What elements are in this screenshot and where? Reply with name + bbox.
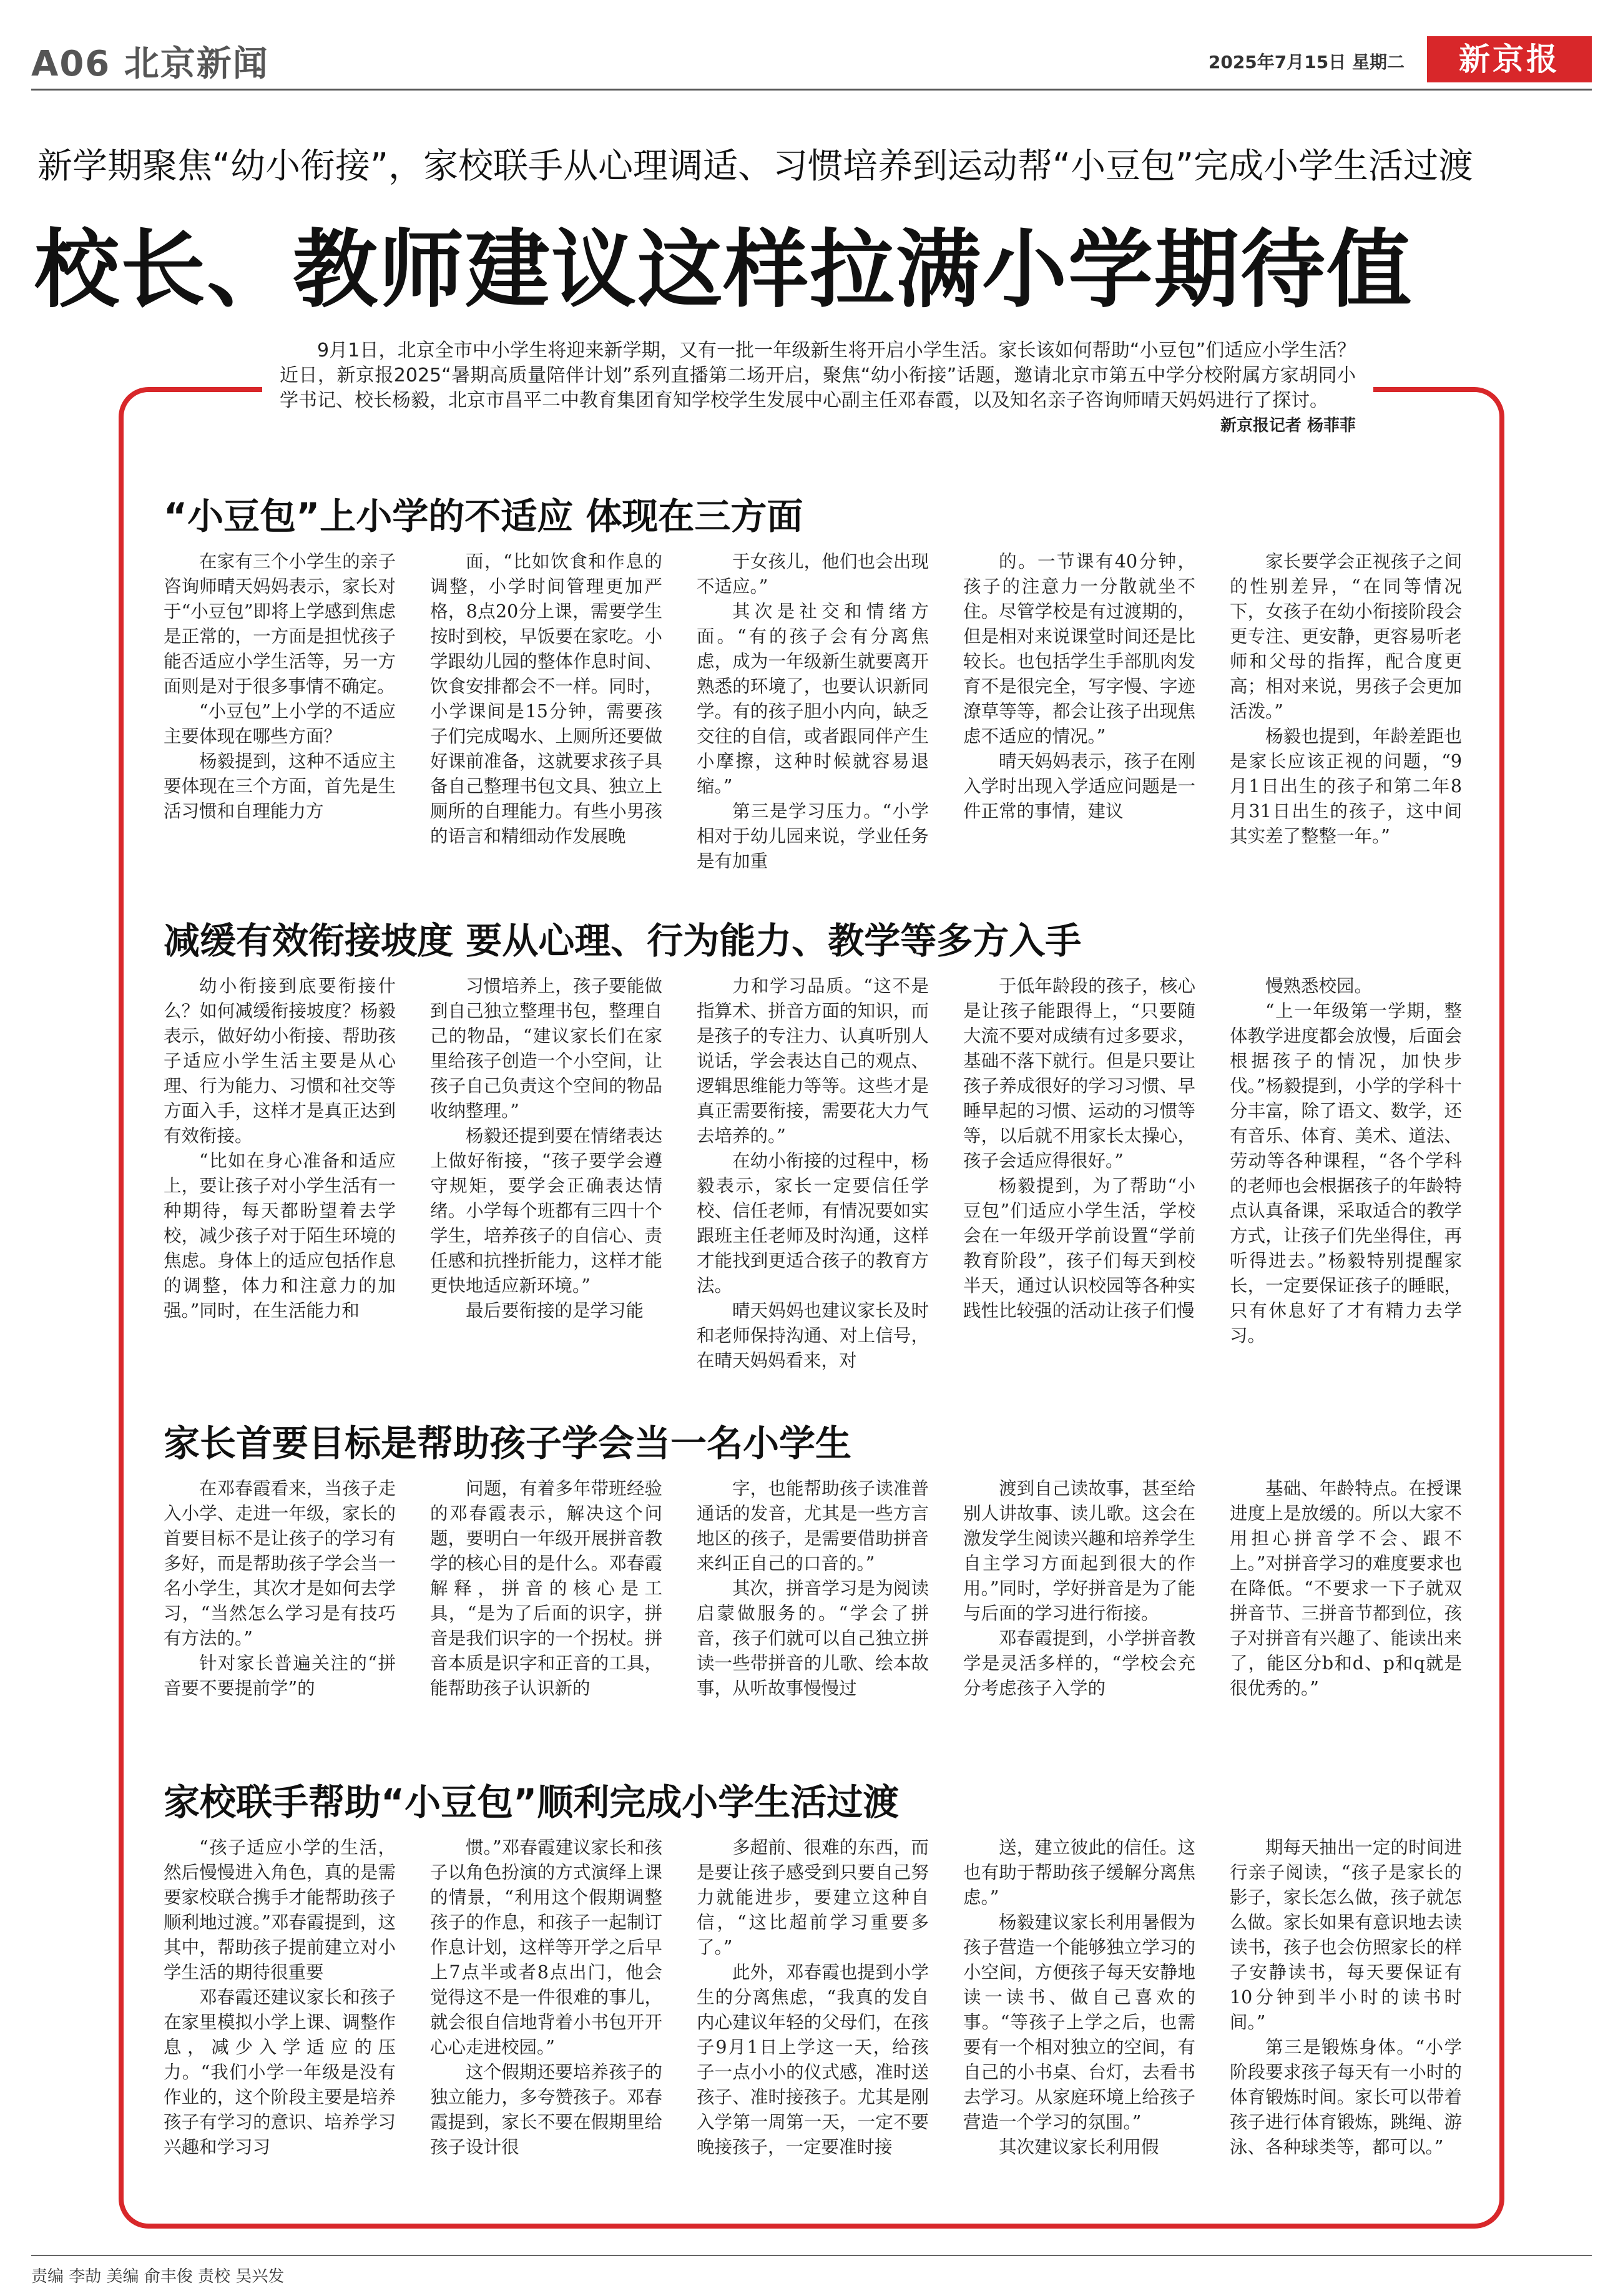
text-column bbox=[164, 1476, 396, 1701]
footer-divider bbox=[31, 2255, 1592, 2256]
header-divider bbox=[31, 89, 1592, 91]
byline: 新京报记者 杨菲菲 bbox=[1220, 416, 1356, 435]
lead-paragraph bbox=[262, 338, 1373, 451]
paragraph: 字，也能帮助孩子读准普通话的发音，尤其是一些方言地区的孩子，是需要借助拼音来纠正自己的口音的。” bbox=[697, 1478, 929, 1574]
paragraph: 问题，有着多年带班经验的邓春霞表示，解决这个问题，要明白一年级开展拼音教学的核心目的是什么。邓春霞解释，拼音的核心是工具，“是为了后面的识字，拼音是我们识字的一个拐杖。拼音本质是识字和正音的工具，能帮助孩子认识新的 bbox=[430, 1478, 662, 1699]
paragraph: 于低年龄段的孩子，核心是让孩子能跟得上，“只要随大流不要对成绩有过多要求，基础不落下就行。但是只要让孩子养成很好的学习习惯、早睡早起的习惯、运动的习惯等等，以后就不用家长太操心，孩子会适应得很好。” bbox=[963, 976, 1195, 1171]
text-column bbox=[1230, 1835, 1462, 2160]
paragraph: 其次建议家长利用假 bbox=[999, 2137, 1159, 2157]
paragraph: 习惯培养上，孩子要能做到自己独立整理书包，整理自己的物品，“建议家长们在家里给孩子创造一个小空间，让孩子自己负责这个空间的物品收纳整理。” bbox=[430, 976, 662, 1121]
text-column bbox=[697, 974, 929, 1373]
paragraph: 家长要学会正视孩子之间的性别差异，“在同等情况下，女孩子在幼小衔接阶段会更专注、更安静，更容易听老师和父母的指挥，配合度更高；相对来说，男孩子会更加活泼。” bbox=[1230, 551, 1462, 722]
paragraph: 针对家长普遍关注的“拼音要不要提前学”的 bbox=[164, 1653, 396, 1699]
text-column bbox=[697, 1835, 929, 2160]
section-body bbox=[164, 1835, 1462, 2160]
text-column bbox=[963, 974, 1195, 1373]
paragraph: 晴天妈妈也建议家长及时和老师保持沟通、对上信号，在晴天妈妈看来，对 bbox=[697, 1300, 929, 1371]
section-body bbox=[164, 974, 1462, 1373]
text-column bbox=[963, 549, 1195, 874]
paragraph: 力和学习品质。“这不是指算术、拼音方面的知识，而是孩子的专注力、认真听别人说话，学会表达自己的观点、逻辑思维能力等等。这些才是真正需要衔接，需要花大力气去培养的。” bbox=[697, 976, 929, 1146]
text-column bbox=[1230, 549, 1462, 874]
paragraph: 杨毅提到，为了帮助“小豆包”们适应小学生活，学校会在一年级开学前设置“学前教育阶段”，孩子们每天到校半天，通过认识校园等各种实践性比较强的活动让孩子们慢 bbox=[963, 1175, 1195, 1321]
text-column bbox=[430, 1476, 662, 1701]
paragraph: 幼小衔接到底要衔接什么？如何减缓衔接坡度？杨毅表示，做好幼小衔接、帮助孩子适应小学生活主要是从心理、行为能力、习惯和社交等方面入手，这样才是真正达到有效衔接。 bbox=[164, 976, 396, 1146]
text-column bbox=[430, 974, 662, 1373]
paragraph: 渡到自己读故事，甚至给别人讲故事、读儿歌。这会在激发学生阅读兴趣和培养学生自主学习方面起到很大的作用。”同时，学好拼音是为了能与后面的学习进行衔接。 bbox=[963, 1478, 1195, 1624]
paragraph: “上一年级第一学期，整体教学进度都会放慢，后面会根据孩子的情况，加快步伐。”杨毅提到，小学的学科十分丰富，除了语文、数学，还有音乐、体育、美术、道法、劳动等各种课程，“各个学科的老师也会根据孩子的年龄特点认真备课，采取适合的教学方式，让孩子们先坐得住，再听得进去。”杨毅特别提醒家长，一定要保证孩子的睡眠，只有休息好了才有精力去学习。 bbox=[1230, 1001, 1462, 1346]
text-column bbox=[164, 549, 396, 874]
editor-credits: 责编 李劼 美编 俞丰俊 责校 吴兴发 bbox=[31, 2267, 285, 2286]
paragraph: 这个假期还要培养孩子的独立能力，多夸赞孩子。邓春霞提到，家长不要在假期里给孩子设计很 bbox=[430, 2062, 662, 2157]
text-column bbox=[1230, 1476, 1462, 1701]
paragraph: 在家有三个小学生的亲子咨询师晴天妈妈表示，家长对于“小豆包”即将上学感到焦虑是正常的，一方面是担忧孩子能否适应小学生活等，另一方面则是对于很多事情不确定。 bbox=[164, 551, 396, 697]
paragraph: 杨毅还提到要在情绪表达上做好衔接，“孩子要学会遵守规矩，要学会正确表达情绪。小学每个班都有三四十个学生，培养孩子的自信心、责任感和抗挫折能力，这样才能更快地适应新环境。” bbox=[430, 1126, 662, 1296]
paragraph: “小豆包”上小学的不适应主要体现在哪些方面？ bbox=[164, 701, 396, 747]
paragraph: 第三是学习压力。“小学相对于幼儿园来说，学业任务是有加重 bbox=[697, 801, 929, 871]
paragraph: 惯。”邓春霞建议家长和孩子以角色扮演的方式演绎上课的情景，“利用这个假期调整孩子的作息，和孩子一起制订作息计划，这样等开学之后早上7点半或者8点出门，他会觉得这不是一件很难的事儿，就会很自信地背着小书包开开心心走进校园。” bbox=[430, 1837, 662, 2058]
page-number: A06 北京新闻 bbox=[31, 44, 269, 84]
paragraph: 此外，邓春霞也提到小学生的分离焦虑，“我真的发自内心建议年轻的父母们，在孩子9月1日上学这一天，给孩子一点小小的仪式感，准时送孩子、准时接孩子。尤其是刚入学第一周第一天，一定不要晚接孩子，一定要准时接 bbox=[697, 1962, 929, 2157]
section-title: “小豆包”上小学的不适应 体现在三方面 bbox=[164, 495, 803, 537]
section-body bbox=[164, 1476, 1462, 1701]
paragraph: 期每天抽出一定的时间进行亲子阅读，“孩子是家长的影子，家长怎么做，孩子就怎么做。家长如果有意识地去读读书，孩子也会仿照家长的样子安静读书，每天要保证有10分钟到半小时的读书时间。” bbox=[1230, 1837, 1462, 2033]
paragraph: 的。一节课有40分钟，孩子的注意力一分散就坐不住。尽管学校是有过渡期的，但是相对来说课堂时间还是比较长。也包括学生手部肌肉发育不是很完全，写字慢、字迹潦草等等，都会让孩子出现焦虑不适应的情况。” bbox=[963, 551, 1195, 747]
paragraph: 基础、年龄特点。在授课进度上是放缓的。所以大家不用担心拼音学不会、跟不上。”对拼音学习的难度要求也在降低。“不要求一下子就双拼音节、三拼音节都到位，孩子对拼音有兴趣了、能读出来了，能区分b和d、p和q就是很优秀的。” bbox=[1230, 1478, 1462, 1699]
text-column bbox=[963, 1835, 1195, 2160]
paragraph: “孩子适应小学的生活，然后慢慢进入角色，真的是需要家校联合携手才能帮助孩子顺利地过渡。”邓春霞提到，这其中，帮助孩子提前建立对小学生活的期待很重要 bbox=[164, 1837, 396, 1983]
paragraph: 杨毅建议家长利用暑假为孩子营造一个能够独立学习的小空间，方便孩子每天安静地读一读书、做自己喜欢的事。“等孩子上学之后，也需要有一个相对独立的空间，有自己的小书桌、台灯，去看书去学习。从家庭环境上给孩子营造一个学习的氛围。” bbox=[963, 1912, 1195, 2132]
text-column bbox=[164, 1835, 396, 2160]
paragraph: 杨毅也提到，年龄差距也是家长应该正视的问题，“9月1日出生的孩子和第二年8月31日出生的孩子，这中间其实差了整整一年。” bbox=[1230, 726, 1462, 846]
paragraph: 杨毅提到，这种不适应主要体现在三个方面，首先是生活习惯和自理能力方 bbox=[164, 751, 396, 822]
paragraph: 多超前、很难的东西，而是要让孩子感受到只要自己努力就能进步，要建立这种自信，“这比超前学习重要多了。” bbox=[697, 1837, 929, 1958]
section-title: 家校联手帮助“小豆包”顺利完成小学生活过渡 bbox=[164, 1781, 900, 1823]
headline: 校长、教师建议这样拉满小学期待值 bbox=[34, 221, 1413, 320]
newspaper-logo: 新京报 bbox=[1427, 36, 1592, 82]
section-body bbox=[164, 549, 1462, 874]
lead-text: 9月1日，北京全市中小学生将迎来新学期，又有一批一年级新生将开启小学生活。家长该如何帮助“小豆包”们适应小学生活？ 近日，新京报2025“暑期高质量陪伴计划”系列直播第二场开启，聚焦“幼小衔接”话题，邀请北京市第五中学分校附属方家胡同小学书记、校长杨毅，北京市昌平二中教育集团育知学校学生发展中心副主任邓春霞，以及知名亲子咨询师晴天妈妈进行了探讨。 bbox=[280, 340, 1356, 411]
text-column bbox=[963, 1476, 1195, 1701]
text-column bbox=[430, 549, 662, 874]
paragraph: 邓春霞提到，小学拼音教学是灵活多样的，“学校会充分考虑孩子入学的 bbox=[963, 1628, 1195, 1699]
paragraph: 面，“比如饮食和作息的调整，小学时间管理更加严格，8点20分上课，需要学生按时到校，早饭要在家吃。小学跟幼儿园的整体作息时间、饮食安排都会不一样。同时，小学课间是15分钟，需要孩子们完成喝水、上厕所还要做好课前准备，这就要求孩子具备自己整理书包文具、独立上厕所的自理能力。有些小男孩的语言和精细动作发展晚 bbox=[430, 551, 662, 846]
text-column bbox=[697, 549, 929, 874]
paragraph: “比如在身心准备和适应上，要让孩子对小学生活有一种期待，每天都盼望着去学校，减少孩子对于陌生环境的焦虑。身体上的适应包括作息的调整，体力和注意力的加强。”同时，在生活能力和 bbox=[164, 1150, 396, 1321]
text-column bbox=[164, 974, 396, 1373]
paragraph: 邓春霞还建议家长和孩子在家里模拟小学上课、调整作息，减少入学适应的压力。“我们小学一年级是没有作业的，这个阶段主要是培养孩子有学习的意识、培养学习兴趣和学习习 bbox=[164, 1987, 396, 2157]
paragraph: 其次是社交和情绪方面。“有的孩子会有分离焦虑，成为一年级新生就要离开熟悉的环境了，也要认识新同学。有的孩子胆小内向，缺乏交往的自信，或者跟同伴产生小摩擦，这种时候就容易退缩。” bbox=[697, 601, 929, 797]
paragraph: 第三是锻炼身体。“小学阶段要求孩子每天有一小时的体育锻炼时间。家长可以带着孩子进行体育锻炼，跳绳、游泳、各种球类等，都可以。” bbox=[1230, 2037, 1462, 2157]
paragraph: 慢熟悉校园。 bbox=[1265, 976, 1373, 996]
paragraph: 其次，拼音学习是为阅读启蒙做服务的。“学会了拼音，孩子们就可以自己独立拼读一些带拼音的儿歌、绘本故事，从听故事慢慢过 bbox=[697, 1578, 929, 1699]
paragraph: 于女孩儿，他们也会出现不适应。” bbox=[697, 551, 929, 597]
paragraph: 在邓春霞看来，当孩子走入小学、走进一年级，家长的首要目标不是让孩子的学习有多好，而是帮助孩子学会当一名小学生，其次才是如何去学习，“当然怎么学习是有技巧有方法的。” bbox=[164, 1478, 396, 1649]
issue-date: 2025年7月15日 星期二 bbox=[1208, 52, 1405, 72]
section-title: 减缓有效衔接坡度 要从心理、行为能力、教学等多方入手 bbox=[164, 920, 1082, 962]
paragraph: 在幼小衔接的过程中，杨毅表示，家长一定要信任学校、信任老师，有情况要如实跟班主任老师及时沟通，这样才能找到更适合孩子的教育方法。 bbox=[697, 1150, 929, 1296]
paragraph: 送，建立彼此的信任。这也有助于帮助孩子缓解分离焦虑。” bbox=[963, 1837, 1195, 1908]
paragraph: 最后要衔接的是学习能 bbox=[466, 1300, 644, 1321]
section-title: 家长首要目标是帮助孩子学会当一名小学生 bbox=[164, 1422, 852, 1464]
text-column bbox=[430, 1835, 662, 2160]
subheadline: 新学期聚焦“幼小衔接”，家校联手从心理调适、习惯培养到运动帮“小豆包”完成小学生活过渡 bbox=[37, 146, 1474, 187]
text-column bbox=[1230, 974, 1462, 1373]
masthead bbox=[31, 31, 1592, 87]
paragraph: 晴天妈妈表示，孩子在刚入学时出现入学适应问题是一件正常的事情，建议 bbox=[963, 751, 1195, 822]
text-column bbox=[697, 1476, 929, 1701]
